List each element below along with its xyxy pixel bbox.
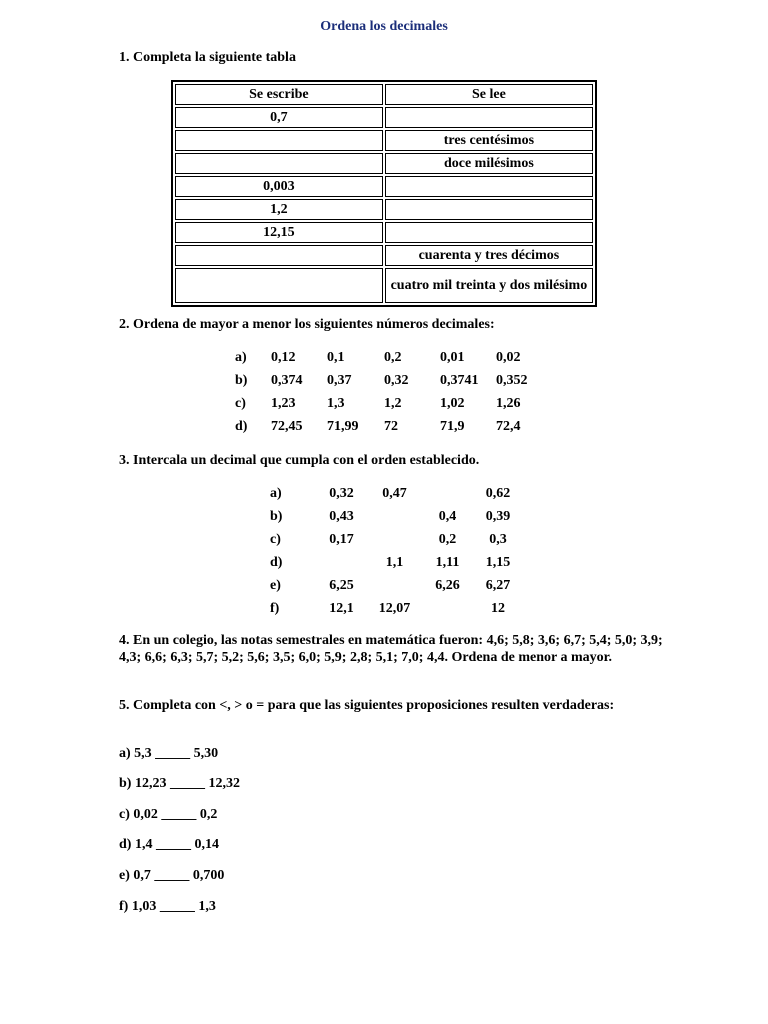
table-cell: 0,003 [175, 176, 383, 197]
table-cell [385, 176, 593, 197]
item-label: c) [270, 532, 281, 547]
table-cell [175, 153, 383, 174]
number-value: 1,2 [384, 396, 402, 411]
table-row [175, 268, 593, 303]
proposition-item: f) 1,03 _____ 1,3 [119, 899, 216, 914]
table-row [175, 245, 593, 266]
number-value: 0,3 [489, 532, 507, 547]
list-item [235, 346, 546, 369]
number-value [421, 482, 474, 505]
section4-text: 4. En un colegio, las notas semestrales en matemática fueron: 4,6; 5,8; 3,6; 6,7; 5,4; 5,0; 3,9; 4,3; 6,6; 6,3; 5,7; 5,2; 5,6; 3,5; 6,0; 5,9; 2,8; 5,1; 7,0; 4,4. Ordena de menor a mayor. [119, 633, 663, 665]
number-value: 0,62 [485, 486, 511, 501]
table-header: Se lee [385, 84, 593, 105]
number-value: 0,352 [496, 373, 528, 388]
table-cell: cuatro mil treinta y dos milésimo [385, 268, 593, 303]
proposition-item: c) 0,02 _____ 0,2 [119, 807, 218, 822]
table-cell: doce milésimos [385, 153, 593, 174]
number-value: 0,374 [271, 373, 303, 388]
list-item [235, 415, 546, 438]
section2-heading: 2. Ordena de mayor a menor los siguientes números decimales: [119, 317, 495, 332]
table-row [175, 130, 593, 151]
table-cell [385, 222, 593, 243]
number-value: 1,23 [271, 396, 296, 411]
number-value [421, 597, 474, 620]
table-cell: tres centésimos [385, 130, 593, 151]
number-value [368, 574, 421, 597]
table-header: Se escribe [175, 84, 383, 105]
number-value [315, 551, 368, 574]
table-cell [175, 245, 383, 266]
number-value: 0,43 [329, 509, 354, 524]
item-label: a) [235, 350, 247, 365]
number-value: 12 [491, 601, 505, 616]
item-label: a) [270, 486, 282, 501]
item-label: d) [235, 419, 248, 434]
section3-grid [270, 482, 522, 620]
section3-heading: 3. Intercala un decimal que cumpla con el orden establecido. [119, 453, 480, 468]
number-value: 12,07 [378, 601, 411, 616]
list-item [235, 369, 546, 392]
proposition-item: d) 1,4 _____ 0,14 [119, 837, 219, 852]
number-value: 6,25 [329, 578, 354, 593]
number-value: 12,1 [329, 601, 354, 616]
table-cell: 1,2 [175, 199, 383, 220]
number-value: 72,45 [271, 419, 303, 434]
list-item [235, 392, 546, 415]
number-value: 0,32 [384, 373, 409, 388]
number-value: 0,32 [329, 486, 354, 501]
number-value: 1,11 [435, 555, 460, 570]
item-label: c) [235, 396, 246, 411]
number-value [368, 505, 421, 528]
number-value: 0,2 [384, 350, 402, 365]
list-item [270, 505, 522, 528]
item-label: e) [270, 578, 281, 593]
section1-heading: 1. Completa la siguiente tabla [119, 50, 296, 65]
table-row [175, 153, 593, 174]
page-title: Ordena los decimales [320, 19, 448, 34]
section2-grid [235, 346, 546, 438]
list-item [270, 482, 522, 505]
proposition-item: a) 5,3 _____ 5,30 [119, 746, 219, 761]
number-value: 0,3741 [440, 373, 479, 388]
table-cell: 0,7 [175, 107, 383, 128]
number-value: 6,26 [435, 578, 460, 593]
table-cell [175, 268, 383, 303]
table-cell: cuarenta y tres décimos [385, 245, 593, 266]
list-item [270, 574, 522, 597]
proposition-item: b) 12,23 _____ 12,32 [119, 776, 240, 791]
number-value: 0,01 [440, 350, 465, 365]
list-item [270, 551, 522, 574]
list-item [270, 597, 522, 620]
number-value: 1,02 [440, 396, 465, 411]
number-value [368, 528, 421, 551]
number-value: 0,1 [327, 350, 345, 365]
proposition-item: e) 0,7 _____ 0,700 [119, 868, 225, 883]
number-value: 0,02 [496, 350, 521, 365]
section5-heading: 5. Completa con <, > o = para que las siguientes proposiciones resulten verdaderas: [119, 698, 615, 713]
number-value: 0,47 [382, 486, 407, 501]
decimals-table [171, 80, 597, 307]
number-value: 1,3 [327, 396, 345, 411]
table-row [175, 222, 593, 243]
number-value: 0,12 [271, 350, 296, 365]
number-value: 72 [384, 419, 398, 434]
table-row [175, 176, 593, 197]
table-cell: 12,15 [175, 222, 383, 243]
table-row [175, 199, 593, 220]
table-cell [175, 130, 383, 151]
number-value: 0,2 [438, 532, 457, 547]
number-value: 0,39 [485, 509, 511, 524]
number-value: 71,99 [327, 419, 359, 434]
table-row [175, 107, 593, 128]
number-value: 0,17 [329, 532, 354, 547]
number-value: 0,4 [438, 509, 457, 524]
table-cell [385, 107, 593, 128]
table-cell [385, 199, 593, 220]
number-value: 72,4 [496, 419, 521, 434]
item-label: d) [270, 555, 283, 570]
number-value: 0,37 [327, 373, 352, 388]
item-label: b) [270, 509, 283, 524]
item-label: f) [270, 601, 280, 616]
table-header-row [175, 84, 593, 105]
number-value: 71,9 [440, 419, 465, 434]
number-value: 1,15 [485, 555, 511, 570]
number-value: 1,26 [496, 396, 521, 411]
number-value: 1,1 [385, 555, 404, 570]
list-item [270, 528, 522, 551]
number-value: 6,27 [485, 578, 511, 593]
item-label: b) [235, 373, 248, 388]
